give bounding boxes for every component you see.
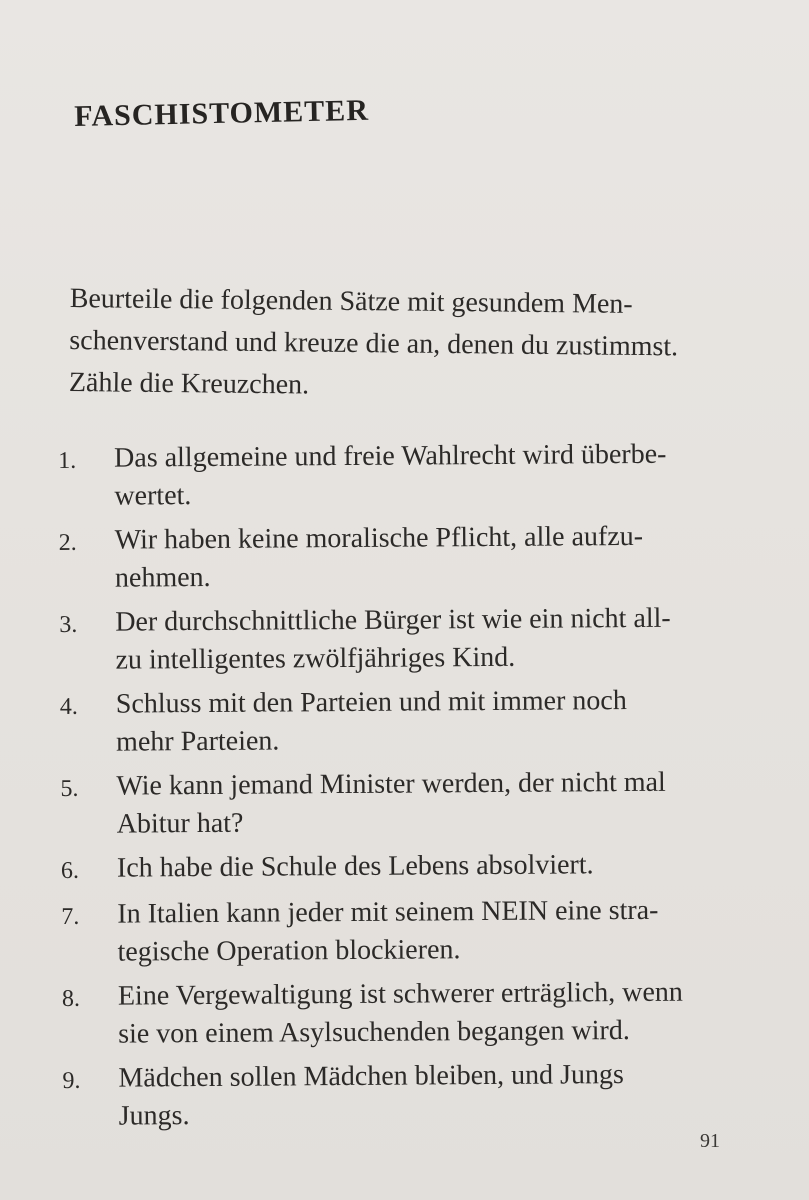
intro-line: Zähle die Kreuzchen. xyxy=(68,366,310,401)
intro-line: Beurteile die folgenden Sätze mit gesundem Men- xyxy=(69,282,633,320)
statement-list xyxy=(58,435,783,1142)
item-text xyxy=(117,845,781,890)
item-line: Ich habe die Schule des Lebens absolviert. xyxy=(116,849,594,884)
intro-line: schenverstand und kreuze die an, denen du zustimmst. xyxy=(69,324,679,363)
item-number: 9. xyxy=(62,1067,81,1094)
item-text xyxy=(114,435,779,516)
item-text xyxy=(116,681,781,762)
list-item xyxy=(59,599,780,680)
list-item xyxy=(62,973,783,1054)
item-line: zu intelligentes zwölfjähriges Kind. xyxy=(115,641,516,676)
list-item xyxy=(61,845,781,890)
item-number: 8. xyxy=(61,985,80,1012)
item-number: 3. xyxy=(59,611,78,638)
item-number: 5. xyxy=(60,775,79,802)
list-item xyxy=(62,1055,783,1136)
page-number: 91 xyxy=(700,1130,720,1152)
list-item xyxy=(60,681,781,762)
list-item xyxy=(58,435,779,516)
item-line: Schluss mit den Parteien und mit immer noch xyxy=(115,685,627,720)
item-number: 7. xyxy=(61,903,80,930)
item-line: tegische Operation blockieren. xyxy=(117,934,461,968)
item-line: Eine Vergewaltigung ist schwerer erträglich, wenn xyxy=(117,976,683,1012)
page-title: FASCHISTOMETER xyxy=(74,93,370,133)
item-line: wertet. xyxy=(114,480,192,512)
item-number: 4. xyxy=(59,693,78,720)
list-item xyxy=(60,763,781,844)
item-line: sie von einem Asylsuchenden begangen wird. xyxy=(118,1015,630,1050)
item-text xyxy=(116,763,781,844)
item-number: 1. xyxy=(58,447,77,474)
list-item xyxy=(61,891,782,972)
item-line: Der durchschnittliche Bürger ist wie ein nicht all- xyxy=(115,602,671,638)
item-text xyxy=(117,891,782,972)
item-number: 6. xyxy=(60,857,80,884)
item-line: In Italien kann jeder mit seinem NEIN eine stra- xyxy=(117,894,659,930)
item-line: Wir haben keine moralische Pflicht, alle aufzu- xyxy=(114,520,644,556)
list-item xyxy=(59,517,780,598)
item-line: Abitur hat? xyxy=(116,807,244,840)
item-text xyxy=(115,599,780,680)
item-text xyxy=(115,517,780,598)
item-line: Mädchen sollen Mädchen bleiben, und Jungs xyxy=(118,1059,625,1094)
item-line: mehr Parteien. xyxy=(116,725,280,758)
item-number: 2. xyxy=(58,529,77,556)
item-text xyxy=(118,1055,783,1136)
item-line: Das allgemeine und freie Wahlrecht wird überbe- xyxy=(114,438,667,474)
item-line: Jungs. xyxy=(118,1100,190,1132)
intro-paragraph xyxy=(69,278,790,412)
item-line: Wie kann jemand Minister werden, der nicht mal xyxy=(116,766,666,802)
item-line: nehmen. xyxy=(114,561,211,594)
item-text xyxy=(118,973,783,1054)
